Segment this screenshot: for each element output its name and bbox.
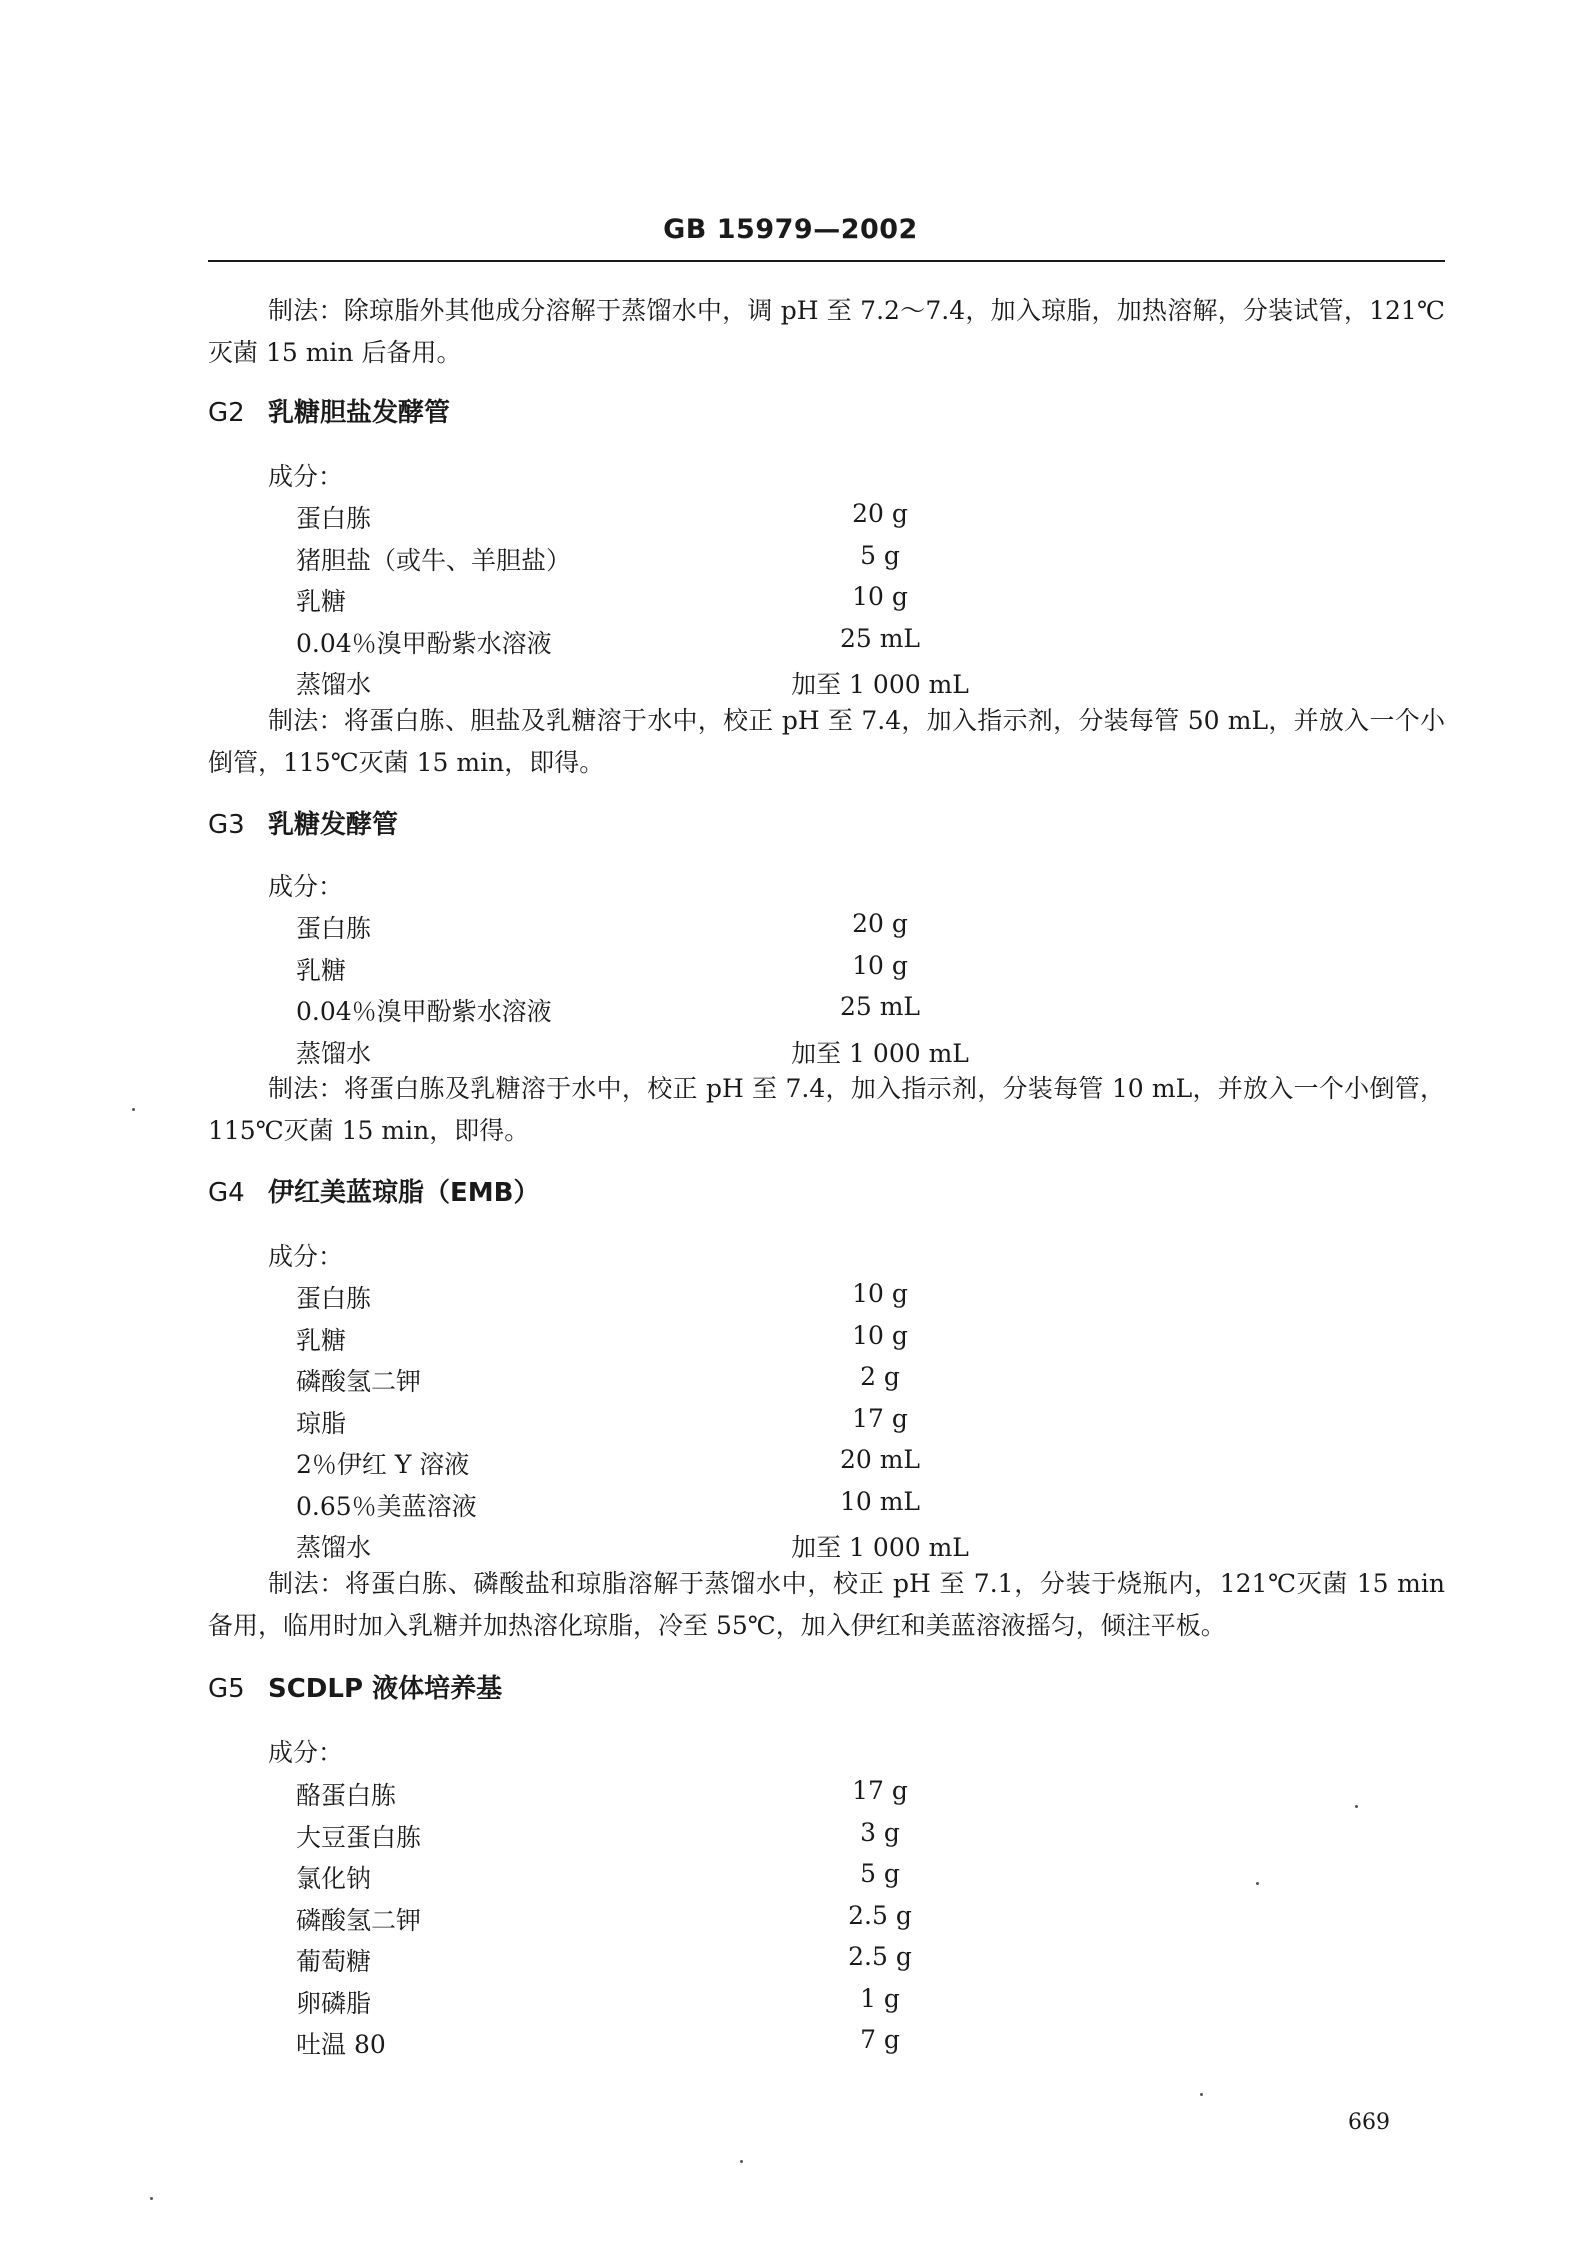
document-header: GB 15979—2002: [663, 214, 918, 245]
ingredient-row: 乳糖 10 g: [296, 1320, 908, 1355]
ingredient-name: 蛋白胨: [296, 504, 372, 533]
section-number: G3: [208, 810, 245, 840]
ingredient-name: 2％伊红 Y 溶液: [296, 1450, 470, 1479]
ingredient-name: 酪蛋白胨: [296, 1781, 397, 1810]
g3-method-text: 制法：将蛋白胨及乳糖溶于水中，校正 pH 至 7.4，加入指示剂，分装每管 10 mL，并放入一个小倒管，115℃灭菌 15 min，即得。: [208, 1074, 1445, 1145]
ingredients-label: 成分：: [268, 1242, 344, 1271]
ingredient-row: 蒸馏水 加至 1 000 mL: [0, 1034, 1581, 1076]
section-heading-g4: [208, 1172, 539, 1209]
ingredient-name: 磷酸氢二钾: [296, 1367, 422, 1396]
ingredient-row: 蒸馏水 加至 1 000 mL: [0, 1528, 1581, 1570]
scan-speck: [1355, 1805, 1358, 1808]
section-number: G2: [208, 398, 245, 428]
section-number: G5: [208, 1674, 245, 1704]
ingredient-row: 乳糖 10 g: [296, 582, 908, 616]
ingredients-label: 成分：: [268, 462, 344, 491]
g2-method-text: 制法：将蛋白胨、胆盐及乳糖溶于水中，校正 pH 至 7.4，加入指示剂，分装每管 50 mL，并放入一个小倒管，115℃灭菌 15 min，即得。: [208, 706, 1445, 777]
ingredient-name: 0.04％溴甲酚紫水溶液: [296, 628, 552, 658]
ingredient-name: 氯化钠: [296, 1864, 372, 1893]
ingredient-name: 蒸馏水: [296, 1533, 372, 1562]
ingredient-row: 吐温 80 7 g: [296, 2025, 900, 2059]
ingredients-label: 成分：: [268, 872, 344, 901]
ingredient-row: 蛋白胨 10 g: [296, 1279, 908, 1313]
ingredient-name: 乳糖: [296, 587, 347, 616]
ingredient-row: 蛋白胨 20 g: [296, 499, 908, 533]
ingredient-row: 葡萄糖 2.5 g: [296, 1942, 912, 1976]
ingredient-row: 蛋白胨 20 g: [296, 909, 908, 943]
ingredient-name: 蒸馏水: [296, 1038, 372, 1068]
ingredient-name: 蒸馏水: [296, 670, 372, 699]
section-title: 乳糖胆盐发酵管: [268, 398, 451, 428]
ingredient-row: 乳糖 10 g: [296, 950, 908, 985]
section-title: SCDLP 液体培养基: [268, 1674, 503, 1704]
g1-method-text: 制法：除琼脂外其他成分溶解于蒸馏水中，调 pH 至 7.2～7.4，加入琼脂，加热溶解，分装试管，121℃灭菌 15 min 后备用。: [208, 296, 1445, 367]
ingredient-row: 磷酸氢二钾 2.5 g: [296, 1900, 912, 1935]
ingredient-row: 酪蛋白胨 17 g: [296, 1776, 908, 1810]
header-rule: [208, 260, 1445, 262]
ingredient-name: 琼脂: [296, 1408, 347, 1438]
scan-speck: [132, 1108, 135, 1111]
ingredient-name: 猪胆盐（或牛、羊胆盐）: [296, 545, 572, 575]
ingredient-list-g2: [0, 499, 1581, 707]
ingredient-row: 大豆蛋白胨 3 g: [296, 1817, 900, 1852]
scan-speck: [740, 2160, 743, 2163]
scan-speck: [150, 2197, 153, 2200]
ingredient-name: 蛋白胨: [296, 1284, 372, 1313]
section-heading-g5: [208, 1668, 502, 1705]
ingredient-row: 0.65％美蓝溶液 10 mL: [296, 1486, 921, 1521]
ingredient-row: 猪胆盐（或牛、羊胆盐） 5 g: [296, 540, 900, 575]
scan-speck: [1256, 1882, 1259, 1885]
ingredient-name: 蛋白胨: [296, 914, 372, 943]
ingredient-row: 0.04％溴甲酚紫水溶液 25 mL: [296, 623, 921, 658]
ingredient-row: 2％伊红 Y 溶液 20 mL: [296, 1445, 921, 1479]
ingredient-name: 吐温 80: [296, 2030, 386, 2059]
ingredient-name: 0.65％美蓝溶液: [296, 1491, 477, 1521]
ingredient-list-g4: [0, 1279, 1581, 1570]
ingredient-list-g5: [0, 1776, 1581, 2067]
ingredient-name: 乳糖: [296, 1325, 347, 1355]
section-heading-g2: [208, 392, 450, 429]
section-title: 伊红美蓝琼脂（EMB）: [268, 1178, 540, 1208]
ingredient-row: 琼脂 17 g: [296, 1403, 908, 1438]
ingredient-row: 蒸馏水 加至 1 000 mL: [0, 665, 1581, 707]
section-heading-g3: [208, 804, 398, 841]
ingredient-list-g3: [0, 909, 1581, 1075]
ingredient-row: 卵磷脂 1 g: [296, 1983, 900, 2018]
ingredients-label: 成分：: [268, 1738, 344, 1767]
scan-speck: [1200, 2093, 1203, 2096]
ingredient-name: 磷酸氢二钾: [296, 1905, 422, 1935]
ingredient-name: 卵磷脂: [296, 1988, 372, 2018]
ingredient-row: 0.04％溴甲酚紫水溶液 25 mL: [296, 992, 921, 1026]
ingredient-name: 葡萄糖: [296, 1947, 372, 1976]
ingredient-name: 乳糖: [296, 955, 347, 985]
ingredient-name: 0.04％溴甲酚紫水溶液: [296, 997, 552, 1026]
ingredient-name: 大豆蛋白胨: [296, 1822, 422, 1852]
ingredient-row: 磷酸氢二钾 2 g: [296, 1362, 900, 1396]
section-number: G4: [208, 1178, 245, 1208]
g4-method-text: 制法：将蛋白胨、磷酸盐和琼脂溶解于蒸馏水中，校正 pH 至 7.1，分装于烧瓶内，121℃灭菌 15 min 备用，临用时加入乳糖并加热溶化琼脂，冷至 55℃，加入伊红和美蓝溶液摇匀，倾注平板。: [208, 1569, 1445, 1640]
section-title: 乳糖发酵管: [268, 810, 399, 840]
ingredient-row: 氯化钠 5 g: [296, 1859, 900, 1893]
page-number: 669: [1348, 2110, 1390, 2135]
